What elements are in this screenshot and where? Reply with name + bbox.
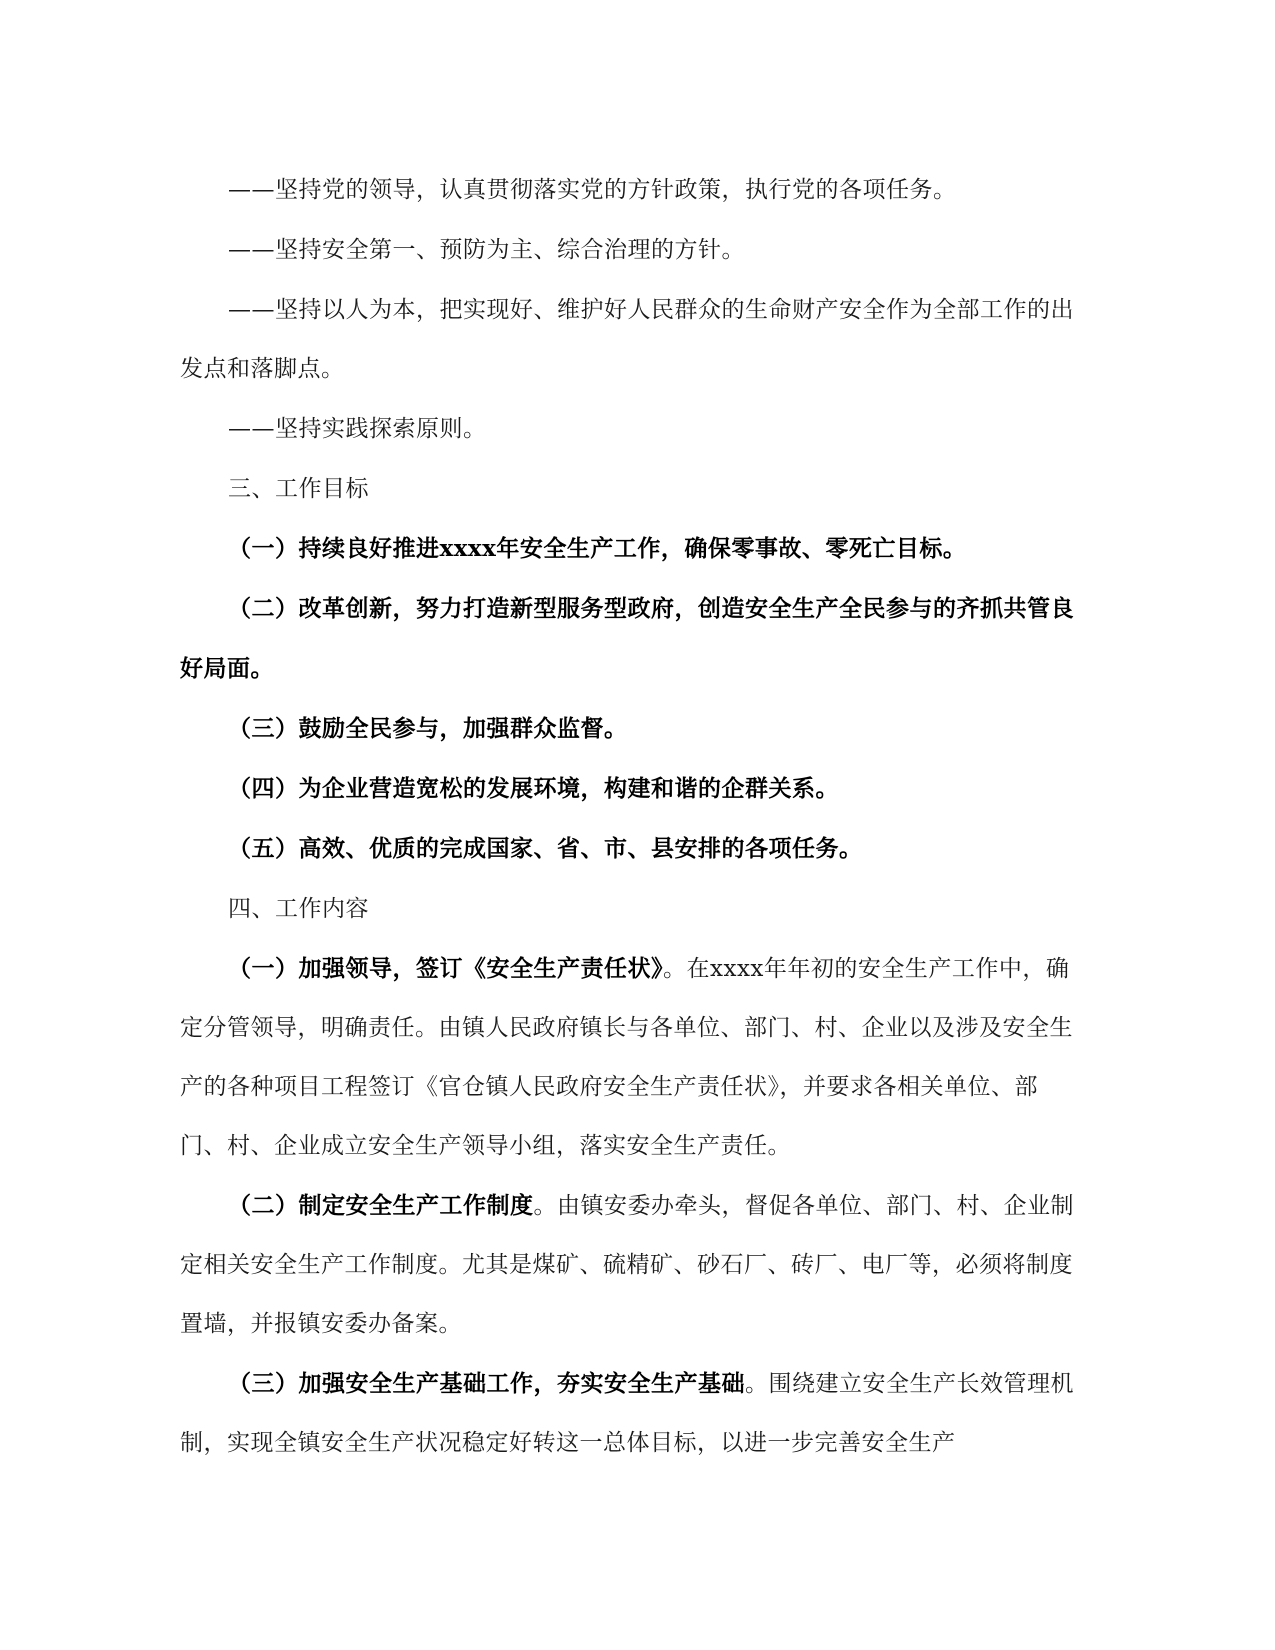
paragraph-lead: （三）鼓励全民参与，加强群众监督。 xyxy=(228,715,628,742)
paragraph-text: ——坚持实践探索原则。 xyxy=(228,416,487,442)
paragraph-text: 三、工作目标 xyxy=(228,476,369,502)
paragraph-lead: （五）高效、优质的完成国家、省、市、县安排的各项任务。 xyxy=(228,835,863,862)
paragraph-text: 。在xxxx年年初的安全生产工作中，确定分管领导，明确责任。由镇人民政府镇长与各单位、部门、村、企业以及涉及安全生产的各种项目工程签订《官仓镇人民政府安全生产责任状》，并要求各相关单位、部门、村、企业成立安全生产领导小组，落实安全生产责任。 xyxy=(180,956,1073,1159)
paragraph-text: ——坚持党的领导，认真贯彻落实党的方针政策，执行党的各项任务。 xyxy=(228,177,957,203)
paragraph-principle-safety-first xyxy=(180,220,1075,280)
paragraph-lead: （二）改革创新，努力打造新型服务型政府，创造安全生产全民参与的齐抓共管良好局面。 xyxy=(180,595,1074,682)
paragraph-principle-practice xyxy=(180,399,1075,459)
paragraph-lead: （四）为企业营造宽松的发展环境，构建和谐的企群关系。 xyxy=(228,775,839,802)
paragraph-text: ——坚持安全第一、预防为主、综合治理的方针。 xyxy=(228,237,745,263)
goal-item-1 xyxy=(180,519,1075,579)
paragraph-lead: （三）加强安全生产基础工作，夯实安全生产基础 xyxy=(228,1370,745,1397)
goal-item-2 xyxy=(180,579,1075,699)
content-item-2 xyxy=(180,1176,1075,1354)
section-heading-work-content xyxy=(180,879,1075,939)
paragraph-text: 四、工作内容 xyxy=(228,896,369,922)
paragraph-text: ——坚持以人为本，把实现好、维护好人民群众的生命财产安全作为全部工作的出发点和落脚点。 xyxy=(180,297,1074,382)
paragraph-principle-party-leadership xyxy=(180,160,1075,220)
content-item-1 xyxy=(180,939,1075,1176)
content-item-3 xyxy=(180,1354,1075,1473)
paragraph-principle-people-oriented xyxy=(180,280,1075,399)
paragraph-text: 。由镇安委办牵头，督促各单位、部门、村、企业制定相关安全生产工作制度。尤其是煤矿、硫精矿、砂石厂、砖厂、电厂等，必须将制度置墙，并报镇安委办备案。 xyxy=(180,1193,1074,1337)
section-heading-work-goals xyxy=(180,459,1075,519)
paragraph-lead: （一）持续良好推进xxxx年安全生产工作，确保零事故、零死亡目标。 xyxy=(228,535,967,562)
goal-item-4 xyxy=(180,759,1075,819)
goal-item-5 xyxy=(180,819,1075,879)
goal-item-3 xyxy=(180,699,1075,759)
paragraph-text: 。围绕建立安全生产长效管理机制，实现全镇安全生产状况稳定好转这一总体目标，以进一步完善安全生产 xyxy=(180,1371,1074,1456)
paragraph-lead: （二）制定安全生产工作制度 xyxy=(228,1192,534,1219)
document-body xyxy=(180,160,1075,1473)
paragraph-lead: （一）加强领导，签订《安全生产责任状》 xyxy=(228,955,663,982)
